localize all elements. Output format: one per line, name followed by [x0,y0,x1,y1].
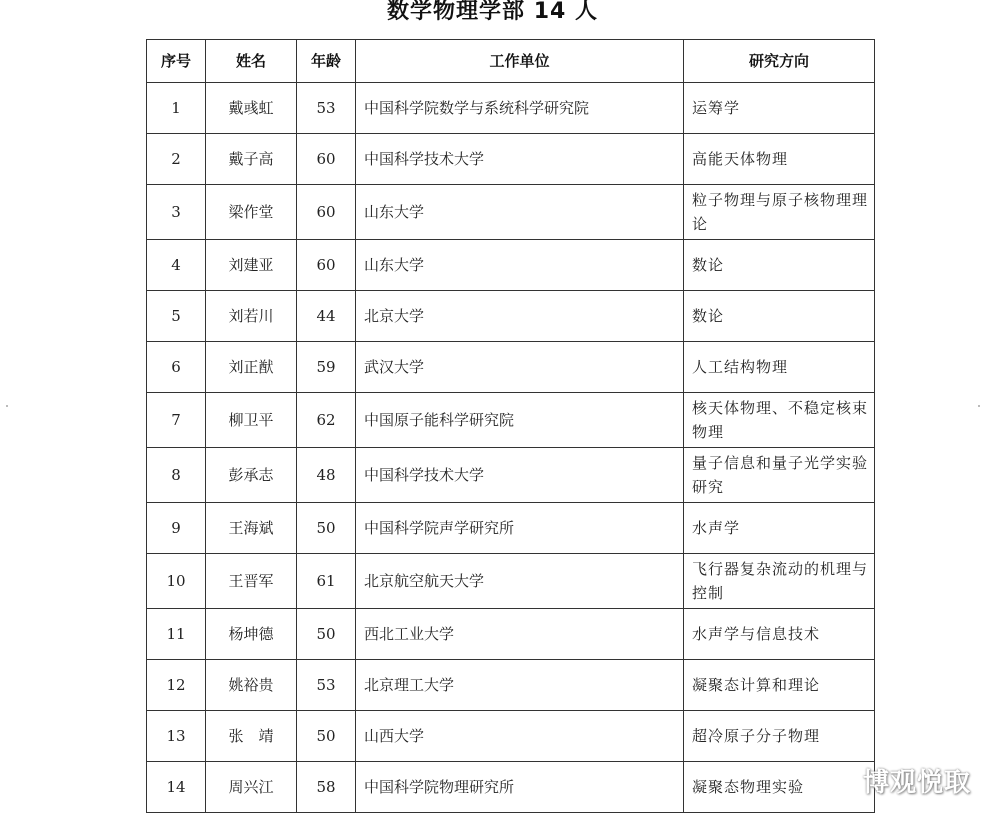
table-row [147,503,875,554]
cell-unit: 北京航空航天大学 [356,554,684,609]
table-row [147,291,875,342]
cell-index: 13 [147,711,206,762]
cell-direction: 数论 [684,291,875,342]
cell-unit: 中国科学院物理研究所 [356,762,684,813]
cell-name: 戴子高 [206,134,297,185]
cell-direction: 粒子物理与原子核物理理论 [684,185,875,240]
table-row [147,554,875,609]
cell-unit: 中国科学院数学与系统科学研究院 [356,83,684,134]
header-name: 姓名 [206,40,297,83]
cell-direction: 人工结构物理 [684,342,875,393]
header-direction: 研究方向 [684,40,875,83]
cell-direction: 飞行器复杂流动的机理与控制 [684,554,875,609]
cell-index: 11 [147,609,206,660]
cell-name: 柳卫平 [206,393,297,448]
cell-name: 姚裕贵 [206,660,297,711]
edge-mark-left [6,405,8,407]
cell-index: 3 [147,185,206,240]
cell-name: 梁作堂 [206,185,297,240]
cell-unit: 中国科学技术大学 [356,134,684,185]
cell-unit: 北京大学 [356,291,684,342]
cell-age: 61 [297,554,356,609]
cell-age: 60 [297,185,356,240]
cell-index: 9 [147,503,206,554]
cell-direction: 凝聚态物理实验 [684,762,875,813]
cell-index: 12 [147,660,206,711]
cell-name: 彭承志 [206,448,297,503]
cell-unit: 中国科学院声学研究所 [356,503,684,554]
cell-index: 5 [147,291,206,342]
cell-direction: 超冷原子分子物理 [684,711,875,762]
cell-index: 10 [147,554,206,609]
cell-unit: 山西大学 [356,711,684,762]
cell-age: 50 [297,711,356,762]
cell-age: 53 [297,83,356,134]
cell-unit: 山东大学 [356,185,684,240]
cell-age: 60 [297,134,356,185]
table-row [147,134,875,185]
cell-name: 刘正猷 [206,342,297,393]
cell-unit: 武汉大学 [356,342,684,393]
cell-age: 59 [297,342,356,393]
cell-unit: 西北工业大学 [356,609,684,660]
cell-index: 4 [147,240,206,291]
cell-index: 1 [147,83,206,134]
cell-age: 53 [297,660,356,711]
table-row [147,83,875,134]
cell-name: 周兴江 [206,762,297,813]
cell-index: 14 [147,762,206,813]
cell-age: 48 [297,448,356,503]
cell-age: 50 [297,609,356,660]
cell-age: 50 [297,503,356,554]
cell-index: 2 [147,134,206,185]
watermark: 博观悦取 [862,768,971,798]
cell-index: 7 [147,393,206,448]
header-age: 年龄 [297,40,356,83]
table-row [147,240,875,291]
cell-age: 58 [297,762,356,813]
cell-name: 张 靖 [206,711,297,762]
table-header-row [147,40,875,83]
cell-name: 刘建亚 [206,240,297,291]
edge-mark-right [978,405,980,407]
cell-name: 王海斌 [206,503,297,554]
cell-name: 杨坤德 [206,609,297,660]
table-row [147,393,875,448]
cell-unit: 中国原子能科学研究院 [356,393,684,448]
table-row [147,762,875,813]
table-row [147,660,875,711]
member-table [146,39,875,813]
cell-age: 44 [297,291,356,342]
cell-direction: 水声学与信息技术 [684,609,875,660]
cell-direction: 核天体物理、不稳定核束物理 [684,393,875,448]
cell-name: 王晋军 [206,554,297,609]
cell-age: 60 [297,240,356,291]
cell-direction: 凝聚态计算和理论 [684,660,875,711]
cell-unit: 山东大学 [356,240,684,291]
cell-direction: 高能天体物理 [684,134,875,185]
cell-index: 6 [147,342,206,393]
header-unit: 工作单位 [356,40,684,83]
cell-unit: 北京理工大学 [356,660,684,711]
cell-name: 戴彧虹 [206,83,297,134]
cell-unit: 中国科学技术大学 [356,448,684,503]
page-title: 数学物理学部 14 人 [387,0,598,24]
table-row [147,711,875,762]
table-row [147,342,875,393]
cell-direction: 水声学 [684,503,875,554]
table-row [147,448,875,503]
table-body [147,83,875,813]
header-index: 序号 [147,40,206,83]
cell-direction: 数论 [684,240,875,291]
cell-direction: 运筹学 [684,83,875,134]
cell-direction: 量子信息和量子光学实验研究 [684,448,875,503]
cell-index: 8 [147,448,206,503]
table-row [147,185,875,240]
table-row [147,609,875,660]
cell-name: 刘若川 [206,291,297,342]
cell-age: 62 [297,393,356,448]
